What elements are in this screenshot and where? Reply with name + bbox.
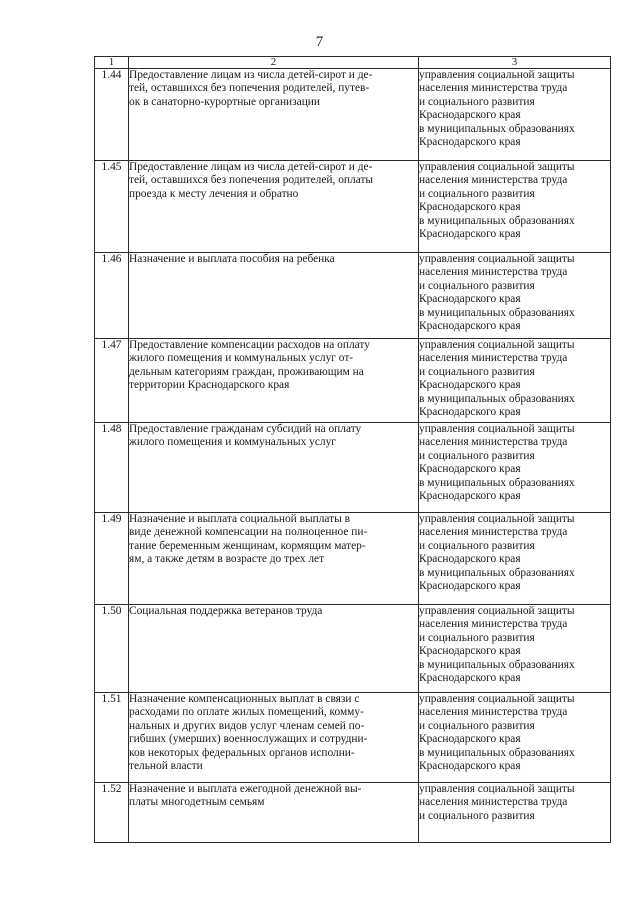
table-header-row [95, 57, 611, 69]
service-name-line: виде денежной компенсации на полноценное пи- [129, 526, 368, 539]
service-name-line: тельной власти [129, 760, 203, 773]
table-row [95, 783, 611, 843]
service-name-line: платы многодетным семьям [129, 796, 265, 809]
organization-line: Краснодарского края [419, 379, 521, 392]
service-name-line: нальных и других видов услуг членам семей по- [129, 719, 365, 732]
service-name-line: Социальная поддержка ветеранов труда [129, 605, 323, 617]
organization-line: Краснодарского края [419, 228, 521, 241]
organization-line: и социального развития [419, 279, 535, 292]
organization-cell [419, 605, 611, 693]
organization-line: и социального развития [419, 187, 535, 200]
organization-line: и социального развития [419, 539, 535, 552]
service-name-line: Назначение компенсационных выплат в связи с [129, 693, 360, 705]
organization-line: Краснодарского края [419, 553, 521, 566]
service-name-cell [129, 69, 419, 161]
organization-cell [419, 693, 611, 783]
organization-line: и социального развития [419, 631, 535, 644]
table-body [95, 69, 611, 843]
row-number: 1.44 [95, 69, 129, 161]
organization-line: Краснодарского края [419, 320, 521, 333]
organization-cell [419, 339, 611, 423]
table-row [95, 161, 611, 253]
service-name-line: ок в санаторно-курортные организации [129, 95, 320, 108]
organization-line: населения министерства труда [419, 526, 568, 539]
row-number: 1.45 [95, 161, 129, 253]
organization-cell [419, 783, 611, 843]
organization-line: Краснодарского края [419, 580, 521, 593]
organization-cell [419, 513, 611, 605]
organization-line: в муниципальных образованиях [419, 214, 575, 227]
organization-line: Краснодарского края [419, 136, 521, 149]
service-name-cell [129, 161, 419, 253]
organization-line: управления социальной защиты [419, 161, 575, 173]
table-row [95, 605, 611, 693]
column-header-organization: 3 [419, 57, 611, 69]
table-row [95, 253, 611, 339]
row-number: 1.48 [95, 423, 129, 513]
organization-cell [419, 161, 611, 253]
service-name-line: Предоставление гражданам субсидий на оплату [129, 423, 362, 435]
row-number: 1.46 [95, 253, 129, 339]
service-name-line: Предоставление компенсации расходов на оплату [129, 339, 370, 351]
service-name-line: тей, оставшихся без попечения родителей, путев- [129, 82, 370, 95]
service-name-line: расходами по оплате жилых помещений, комму- [129, 706, 364, 719]
organization-line: управления социальной защиты [419, 605, 575, 617]
column-header-service: 2 [129, 57, 419, 69]
row-number: 1.50 [95, 605, 129, 693]
organization-line: и социального развития [419, 809, 535, 822]
table-row [95, 69, 611, 161]
organization-line: в муниципальных образованиях [419, 658, 575, 671]
service-name-line: Предоставление лицам из числа детей-сирот и де- [129, 161, 373, 173]
organization-line: и социального развития [419, 449, 535, 462]
organization-line: управления социальной защиты [419, 253, 575, 265]
service-name-cell [129, 423, 419, 513]
organization-line: населения министерства труда [419, 796, 568, 809]
organization-line: населения министерства труда [419, 436, 568, 449]
service-name-line: тание беременным женщинам, кормящим матер- [129, 539, 366, 552]
services-table [94, 56, 611, 843]
service-name-cell [129, 693, 419, 783]
service-name-line: гибших (умерших) военнослужащих и сотрудни- [129, 733, 368, 746]
organization-line: Краснодарского края [419, 490, 521, 503]
organization-cell [419, 69, 611, 161]
organization-line: и социального развития [419, 95, 535, 108]
column-header-number: 1 [95, 57, 129, 69]
organization-cell [419, 253, 611, 339]
organization-line: в муниципальных образованиях [419, 306, 575, 319]
organization-cell [419, 423, 611, 513]
organization-line: в муниципальных образованиях [419, 122, 575, 135]
organization-line: в муниципальных образованиях [419, 476, 575, 489]
organization-line: населения министерства труда [419, 174, 568, 187]
organization-line: управления социальной защиты [419, 783, 575, 795]
organization-line: Краснодарского края [419, 293, 521, 306]
organization-line: Краснодарского края [419, 733, 521, 746]
service-name-line: Предоставление лицам из числа детей-сирот и де- [129, 69, 373, 81]
row-number: 1.47 [95, 339, 129, 423]
organization-line: Краснодарского края [419, 463, 521, 476]
organization-line: управления социальной защиты [419, 693, 575, 705]
service-name-cell [129, 253, 419, 339]
organization-line: управления социальной защиты [419, 69, 575, 81]
organization-line: населения министерства труда [419, 82, 568, 95]
organization-line: в муниципальных образованиях [419, 392, 575, 405]
table-row [95, 513, 611, 605]
service-name-line: территории Краснодарского края [129, 379, 290, 392]
organization-line: в муниципальных образованиях [419, 566, 575, 579]
organization-line: населения министерства труда [419, 352, 568, 365]
table-row [95, 423, 611, 513]
service-name-line: Назначение и выплата социальной выплаты в [129, 513, 351, 525]
service-name-line: ков некоторых федеральных органов исполни- [129, 746, 355, 759]
service-name-cell [129, 513, 419, 605]
service-name-line: жилого помещения и коммунальных услуг [129, 436, 336, 449]
service-name-line: ям, а также детям в возрасте до трех лет [129, 553, 325, 566]
service-name-line: Назначение и выплата ежегодной денежной вы- [129, 783, 362, 795]
organization-line: Краснодарского края [419, 201, 521, 214]
table-row [95, 339, 611, 423]
organization-line: Краснодарского края [419, 109, 521, 122]
page-number: 7 [315, 34, 324, 50]
organization-line: Краснодарского края [419, 760, 521, 773]
organization-line: управления социальной защиты [419, 513, 575, 525]
organization-line: и социального развития [419, 365, 535, 378]
organization-line: Краснодарского края [419, 672, 521, 685]
organization-line: Краснодарского края [419, 406, 521, 419]
organization-line: и социального развития [419, 719, 535, 732]
table-row [95, 693, 611, 783]
service-name-line: дельным категориям граждан, проживающим на [129, 365, 364, 378]
service-name-cell [129, 339, 419, 423]
service-name-line: проезда к месту лечения и обратно [129, 187, 299, 200]
service-name-cell [129, 783, 419, 843]
service-name-line: Назначение и выплата пособия на ребенка [129, 253, 335, 265]
organization-line: населения министерства труда [419, 706, 568, 719]
organization-line: населения министерства труда [419, 266, 568, 279]
service-name-line: тей, оставшихся без попечения родителей, оплаты [129, 174, 374, 187]
organization-line: управления социальной защиты [419, 339, 575, 351]
organization-line: населения министерства труда [419, 618, 568, 631]
row-number: 1.52 [95, 783, 129, 843]
organization-line: Краснодарского края [419, 645, 521, 658]
service-name-cell [129, 605, 419, 693]
organization-line: в муниципальных образованиях [419, 746, 575, 759]
row-number: 1.51 [95, 693, 129, 783]
service-name-line: жилого помещения и коммунальных услуг от- [129, 352, 354, 365]
row-number: 1.49 [95, 513, 129, 605]
organization-line: управления социальной защиты [419, 423, 575, 435]
